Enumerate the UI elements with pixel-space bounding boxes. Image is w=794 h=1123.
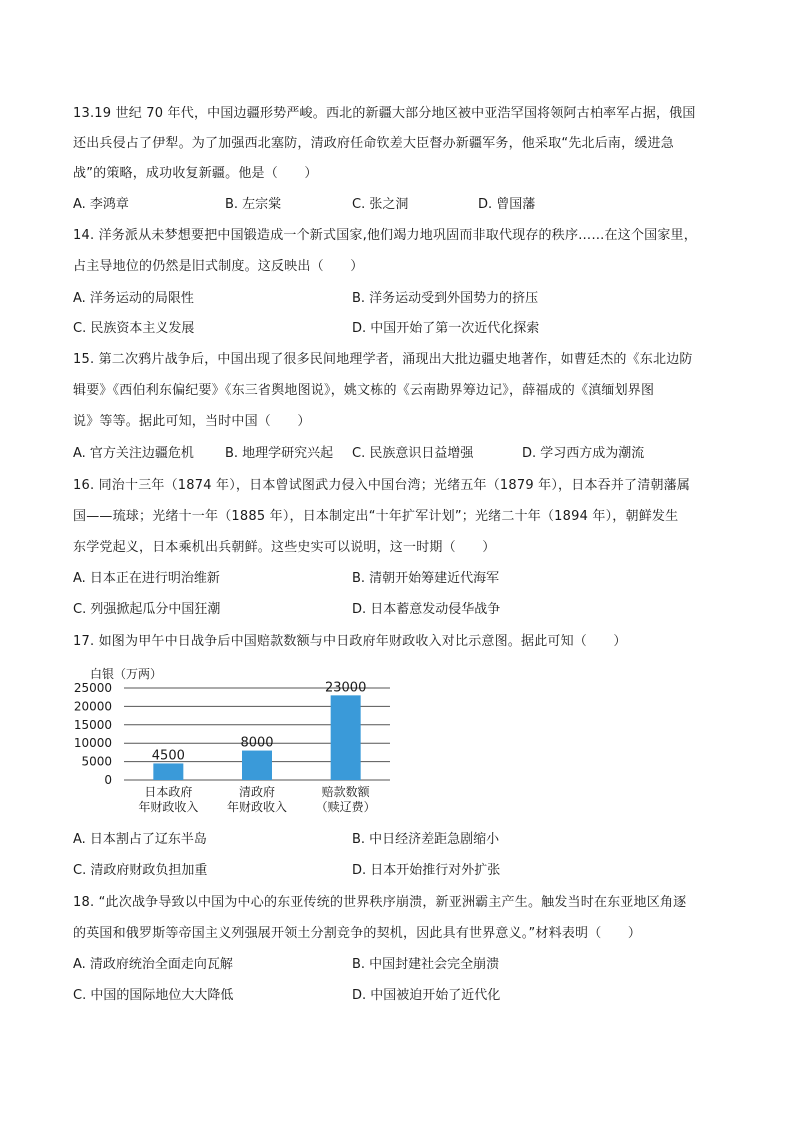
q14-option-c[interactable]: C. 民族资本主义发展 — [73, 321, 195, 336]
q15-line-2: 辑要》《西伯利东偏纪要》《东三省舆地图说》，姚文栋的《云南勘界筹边记》，薛福成的《滇缅划界图 — [73, 383, 655, 398]
q16-line-2: 国——琉球；光绪十一年（1885 年），日本制定出“十年扩军计划”；光绪二十年（1894 年），朝鲜发生 — [73, 509, 679, 524]
x-label-2-0: 赔款数额 — [321, 785, 370, 799]
q13-line-1: 13.19 世纪 70 年代，中国边疆形势严峻。西北的新疆大部分地区被中亚浩罕国将领阿古柏率军占据，俄国 — [73, 106, 696, 121]
q18-option-a[interactable]: A. 清政府统治全面走向瓦解 — [73, 957, 233, 972]
q15-option-d[interactable]: D. 学习西方成为潮流 — [522, 446, 645, 461]
bar-value-label-0: 4500 — [151, 748, 185, 764]
y-tick-label-2: 15000 — [73, 717, 112, 732]
q17-line-1: 17. 如图为甲午中日战争后中国赔款数额与中日政府年财政收入对比示意图。据此可知（ ） — [73, 634, 627, 649]
q14-option-b[interactable]: B. 洋务运动受到外国势力的挤压 — [352, 291, 539, 306]
x-label-0-1: 年财政收入 — [138, 800, 199, 814]
y-tick-label-3: 10000 — [73, 736, 112, 751]
q17-option-b[interactable]: B. 中日经济差距急剧缩小 — [352, 832, 500, 847]
q13-line-3: 战”的策略，成功收复新疆。他是（ ） — [73, 166, 318, 181]
q18-option-c[interactable]: C. 中国的国际地位大大降低 — [73, 988, 234, 1003]
y-tick-label-0: 25000 — [73, 681, 112, 695]
q18-option-d[interactable]: D. 中国被迫开始了近代化 — [352, 988, 501, 1003]
q18-line-2: 的英国和俄罗斯等帝国主义列强展开领土分割竞争的契机，因此具有世界意义。”材料表明（ ） — [73, 926, 642, 941]
q13-option-d[interactable]: D. 曾国藩 — [478, 197, 536, 212]
q14-line-1: 14. 洋务派从未梦想要把中国锻造成一个新式国家,他们竭力地巩固而非取代现存的秩序……在这个国家里， — [73, 228, 697, 243]
y-tick-label-5: 0 — [104, 773, 112, 787]
y-tick-label-1: 20000 — [73, 699, 112, 714]
x-label-1-0: 清政府 — [238, 785, 276, 799]
bar-2 — [331, 695, 361, 780]
q15-option-a[interactable]: A. 官方关注边疆危机 — [73, 446, 194, 461]
q14-option-d[interactable]: D. 中国开始了第一次近代化探索 — [352, 321, 540, 336]
q13-option-a[interactable]: A. 李鸿章 — [73, 197, 129, 212]
q16-line-1: 16. 同治十三年（1874 年），日本曾试图武力侵入中国台湾；光绪五年（1879 年），日本吞并了清朝藩属 — [73, 478, 691, 493]
bar-value-label-2: 23000 — [324, 680, 367, 696]
q16-option-a[interactable]: A. 日本正在进行明治维新 — [73, 571, 220, 586]
chart-bars — [152, 680, 367, 780]
q18-option-b[interactable]: B. 中国封建社会完全崩溃 — [352, 957, 500, 972]
q15-line-1: 15. 第二次鸦片战争后，中国出现了很多民间地理学者，涌现出大批边疆史地著作，如曹廷杰的《东北边防 — [73, 352, 693, 367]
q17-option-a[interactable]: A. 日本割占了辽东半岛 — [73, 832, 207, 847]
y-tick-label-4: 5000 — [81, 754, 112, 769]
q15-line-3: 说》等等。据此可知，当时中国（ ） — [73, 414, 311, 429]
q15-option-b[interactable]: B. 地理学研究兴起 — [225, 446, 334, 461]
bar-chart — [68, 662, 408, 822]
q14-line-2: 占主导地位的仍然是旧式制度。这反映出（ ） — [73, 259, 364, 274]
q13-line-2: 还出兵侵占了伊犁。为了加强西北塞防，清政府任命钦差大臣督办新疆军务，他采取“先北后南，缓进急 — [73, 136, 674, 151]
q16-option-c[interactable]: C. 列强掀起瓜分中国狂潮 — [73, 602, 221, 617]
q18-line-1: 18. “此次战争导致以中国为中心的东亚传统的世界秩序崩溃，新亚洲霸主产生。触发当时在东亚地区角逐 — [73, 895, 687, 910]
bar-1 — [242, 751, 272, 780]
x-label-2-1: （赎辽费） — [315, 800, 376, 814]
x-label-1-1: 年财政收入 — [226, 800, 288, 814]
q17-option-d[interactable]: D. 日本开始推行对外扩张 — [352, 863, 501, 878]
q14-option-a[interactable]: A. 洋务运动的局限性 — [73, 291, 194, 306]
chart-y-tick-labels — [74, 681, 112, 787]
q13-option-b[interactable]: B. 左宗棠 — [225, 197, 282, 212]
q16-line-3: 东学党起义，日本乘机出兵朝鲜。这些史实可以说明，这一时期（ ） — [73, 540, 496, 555]
q16-option-d[interactable]: D. 日本蓄意发动侵华战争 — [352, 602, 501, 617]
q16-option-b[interactable]: B. 清朝开始筹建近代海军 — [352, 571, 500, 586]
bar-value-label-1: 8000 — [240, 735, 274, 751]
bar-0 — [153, 763, 183, 780]
chart-ylabel: 白银（万两） — [90, 667, 163, 681]
q17-option-c[interactable]: C. 清政府财政负担加重 — [73, 863, 208, 878]
x-label-0-0: 日本政府 — [144, 785, 193, 799]
q13-option-c[interactable]: C. 张之洞 — [352, 197, 409, 212]
q15-option-c[interactable]: C. 民族意识日益增强 — [352, 446, 474, 461]
chart-x-labels — [138, 784, 375, 814]
